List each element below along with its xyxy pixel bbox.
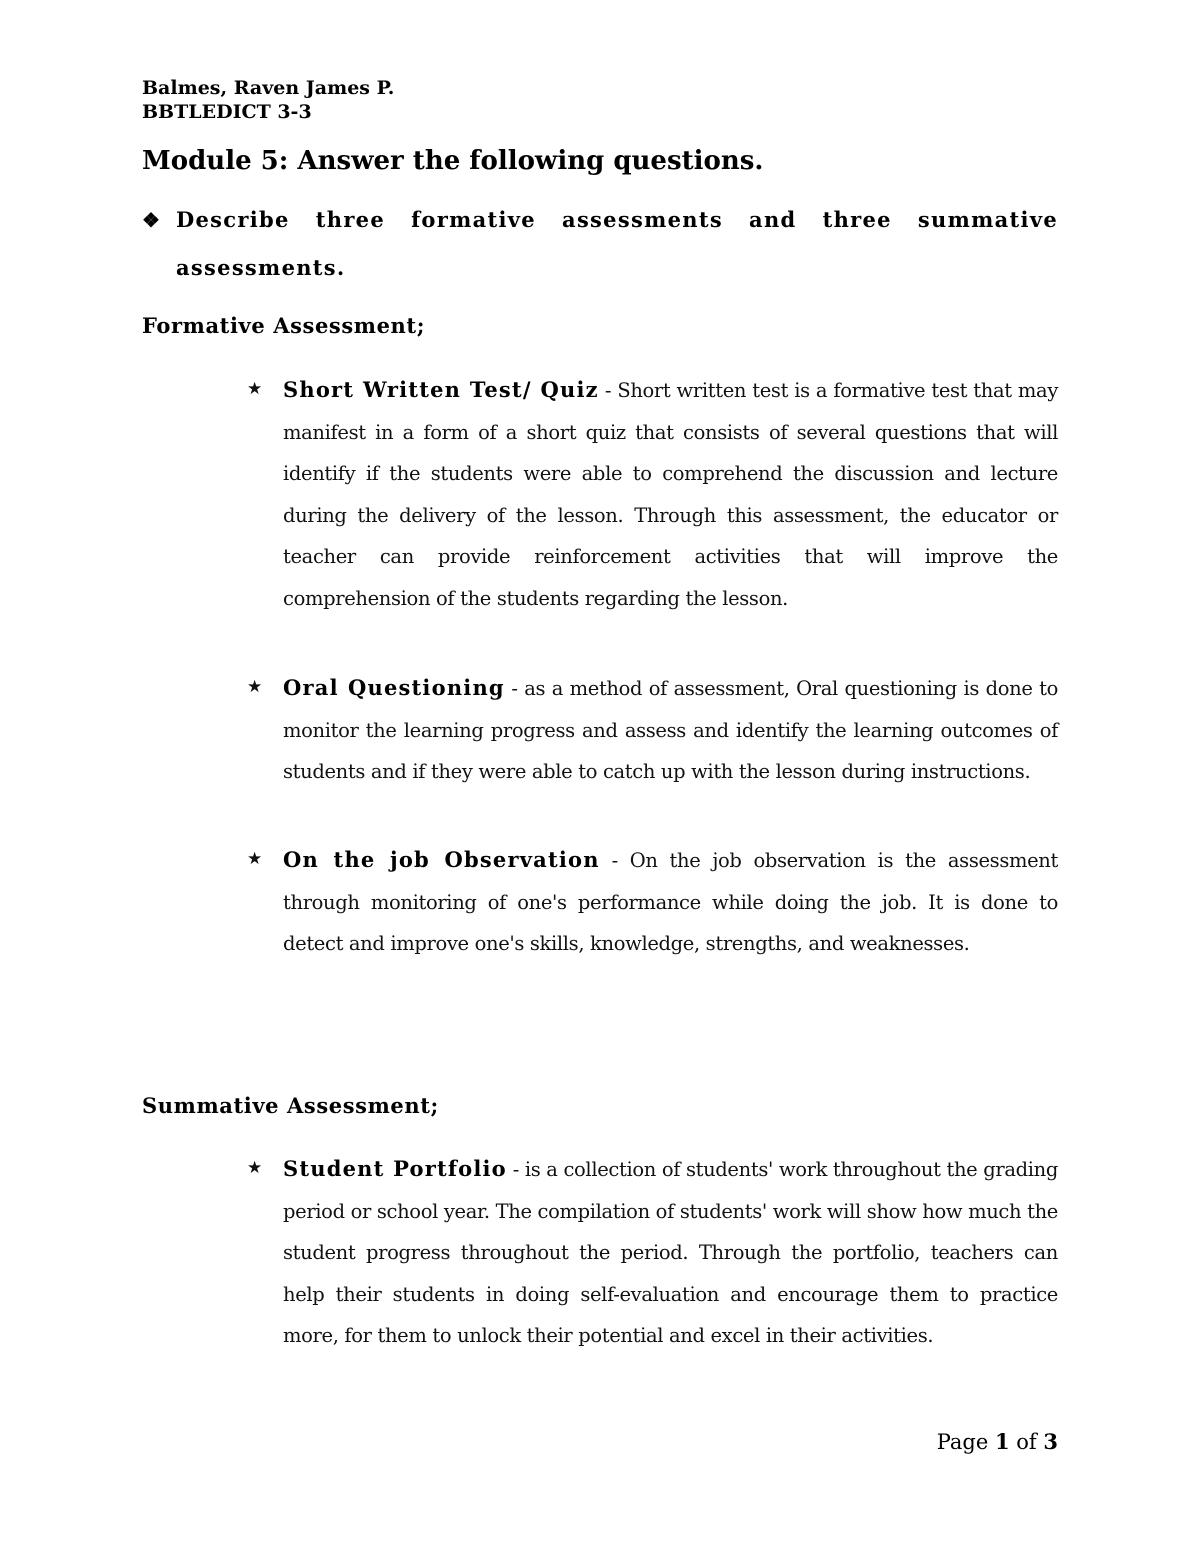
star-bullet-icon: ★ <box>247 379 263 399</box>
star-bullet-icon: ★ <box>247 849 263 869</box>
star-bullet-icon: ★ <box>247 1158 263 1178</box>
item-text: - Short written test is a formative test that may manifest in a form of a short quiz that consists of several questions that will identify if the students were able to comprehend the discussion and lecture during the delivery of the lesson. Through this assessment, the educator or teacher can provide reinforcement activities that will improve the comprehension of the students regarding the lesson. <box>283 379 1058 610</box>
item-term: Student Portfolio <box>283 1156 507 1181</box>
student-name: Balmes, Raven James P. <box>142 77 395 99</box>
page-total: 3 <box>1043 1429 1058 1454</box>
question-prompt <box>142 196 1058 292</box>
item-term: On the job Observation <box>283 847 600 872</box>
item-term: Oral Questioning <box>283 675 505 700</box>
star-bullet-icon: ★ <box>247 677 263 697</box>
formative-item-oral <box>247 667 1058 793</box>
summative-item-portfolio <box>247 1148 1058 1357</box>
item-term: Short Written Test/ Quiz <box>283 377 599 402</box>
item-text: - is a collection of students' work throughout the grading period or school year. The compilation of students' work will show how much the student progress throughout the period. Through the portfolio, teachers can help their students in doing self-evaluation and encourage them to practice more, for them to unlock their potential and excel in their activities. <box>283 1158 1058 1347</box>
diamond-bullet-icon: ❖ <box>142 208 160 232</box>
of-label: of <box>1016 1430 1037 1454</box>
question-line-2: assessments. <box>176 255 346 280</box>
course-section: BBTLEDICT 3-3 <box>142 101 312 123</box>
question-line-1: Describe three formative assessments and three summative <box>176 207 1058 232</box>
page-title: Module 5: Answer the following questions. <box>142 146 764 176</box>
formative-item-quiz <box>247 369 1058 619</box>
page-current: 1 <box>994 1429 1010 1454</box>
summative-heading: Summative Assessment; <box>142 1093 439 1118</box>
formative-item-observation <box>247 839 1059 965</box>
formative-heading: Formative Assessment; <box>142 313 426 338</box>
page-label: Page <box>936 1430 989 1454</box>
item-text: - On the job observation is the assessment through monitoring of one's performance while doing the job. It is done to detect and improve one's skills, knowledge, strengths, and weaknesses. <box>283 849 1059 955</box>
item-text: - as a method of assessment, Oral questioning is done to monitor the learning progress and assess and identify the learning outcomes of students and if they were able to catch up with the lesson during instructions. <box>283 677 1058 783</box>
page-number <box>937 1424 1058 1460</box>
